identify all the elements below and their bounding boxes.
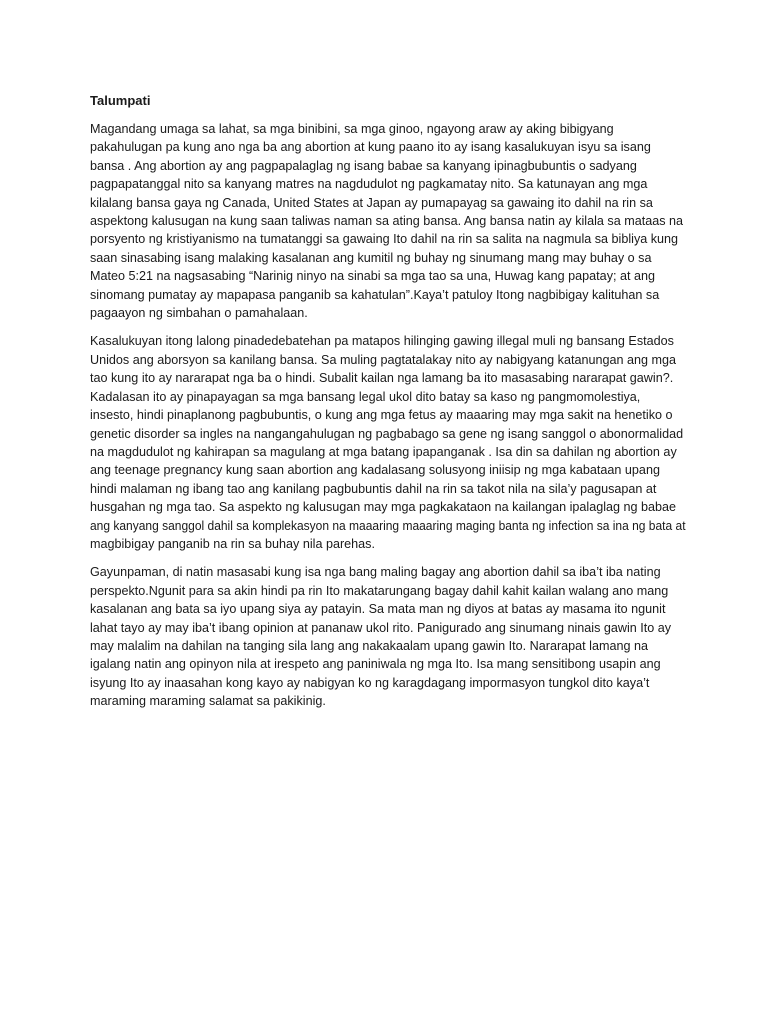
paragraph-line: ang kanyang sanggol dahil sa komplekasyon na maaaring maaaring maging banta ng infection sa ina ng bata at — [90, 518, 686, 533]
paragraph-1 — [90, 120, 686, 322]
paragraph-line: Mateo 5:21 na nagsasabing “Narinig ninyo na sinabi sa mga tao sa una, Huwag kang papatay; at ang — [90, 269, 655, 284]
paragraph-line: kasalanan ang bata sa iyo upang siya ay patayin. Sa mata man ng diyos at batas ay masama ito ngunit — [90, 602, 666, 617]
paragraph-line: Kadalasan ito ay pinapayagan sa mga bansang legal ukol dito batay sa kaso ng pangmomolestiya, — [90, 389, 641, 404]
paragraph-line: bansa . Ang abortion ay ang pagpapalaglag ng isang babae sa kanyang ipinagbubuntis o sadyang — [90, 158, 637, 173]
paragraph-line: porsyento ng kristiyanismo na tumatanggi sa gawaing Ito dahil na rin sa salita na nagmula sa bibliya kung — [90, 232, 679, 247]
paragraph-line: kilalang bansa gaya ng Canada, United States at Japan ay pumapayag sa gawaing ito dahil na rin sa — [90, 195, 653, 210]
paragraph-line: Unidos ang aborsyon sa kanilang bansa. Sa muling pagtatalakay nito ay nabigyang katanungan ang mga — [90, 352, 677, 367]
paragraph-line: insesto, hindi pinaplanong pagbubuntis, o kung ang mga fetus ay maaaring may mga sakit na henetiko o — [90, 408, 673, 423]
paragraph-2 — [90, 332, 686, 553]
paragraph-line: hindi malaman ng ibang tao ang kanilang pagbubuntis dahil na rin sa takot nila na sila’y pagusapan at — [90, 481, 657, 496]
paragraph-line: igalang natin ang opinyon nila at irespeto ang paniniwala ng mga Ito. Isa mang sensitibong usapin ang — [90, 657, 661, 672]
paragraph-line: pagpapatanggal nito sa kanyang matres na nagdudulot ng pagkamatay nito. Sa katunayan ang mga — [90, 177, 648, 192]
paragraph-line: may malalim na dahilan na tanging sila lang ang nakakaalam upang gawin Ito. Nararapat lamang na — [90, 638, 648, 653]
paragraph-line: husgahan ng mga tao. Sa aspekto ng kalusugan may mga pagkakataon na kailangan ipalaglag ng babae — [90, 500, 677, 515]
paragraph-line: ang teenage pregnancy kung saan abortion ang kadalasang solusyong iniisip ng mga kabataan upang — [90, 463, 660, 478]
paragraph-line: magbibigay panganib na rin sa buhay nila parehas. — [90, 536, 375, 551]
paragraph-line: pakahulugan pa kung ano nga ba ang abortion at kung paano ito ay isang kasalukuyan isyu sa isang — [90, 140, 651, 155]
paragraph-line: isyung Ito ay inaasahan kong kayo ay nabigyan ko ng karagdagang impormasyon tungkol dito kaya’t — [90, 675, 650, 690]
paragraph-line: Kasalukuyan itong lalong pinadedebatehan pa matapos hilinging gawing illegal muli ng bansang Estados — [90, 334, 674, 349]
paragraph-line: genetic disorder sa ingles na nangangahulugan ng pagbabago sa gene ng isang sanggol o abonormalidad — [90, 426, 684, 441]
paragraph-line: saan sinasabing isang malaking kasalanan ang kumitil ng buhay ng sinumang mang may buhay o sa — [90, 250, 652, 265]
paragraph-line: perspekto.Ngunit para sa akin hindi pa rin Ito makatarungang bagay dahil kahit kailan walang ano mang — [90, 583, 669, 598]
paragraph-line: tao kung ito ay nararapat nga ba o hindi. Subalit kailan nga lamang ba ito masasabing nararapat gawin?. — [90, 371, 674, 386]
paragraph-3 — [90, 563, 686, 710]
paragraph-line: maraming maraming salamat sa pakikinig. — [90, 694, 326, 709]
paragraph-line: na magdudulot ng kahirapan sa magulang at mga batang ipapanganak . Isa din sa dahilan ng abortion ay — [90, 444, 677, 459]
document-page — [90, 92, 686, 721]
document-title: Talumpati — [90, 93, 151, 108]
paragraph-line: Gayunpaman, di natin masasabi kung isa nga bang maling bagay ang abortion dahil sa iba’t iba nating — [90, 565, 661, 580]
paragraph-line: lahat tayo ay may iba’t ibang opinion at pananaw ukol rito. Panigurado ang sinumang ninais gawin Ito ay — [90, 620, 672, 635]
paragraph-line: Magandang umaga sa lahat, sa mga binibini, sa mga ginoo, ngayong araw ay aking bibigyang — [90, 122, 614, 136]
paragraph-line: pagaayon ng simbahan o pamahalaan. — [90, 306, 308, 321]
paragraph-line: aspektong kalusugan na kung saan taliwas naman sa ating bansa. Ang bansa natin ay kilala sa mataas na — [90, 214, 684, 229]
paragraph-line: sinomang pumatay ay mapapasa panganib sa kahatulan”.Kaya’t patuloy Itong nagbibigay kalituhan sa — [90, 287, 660, 302]
